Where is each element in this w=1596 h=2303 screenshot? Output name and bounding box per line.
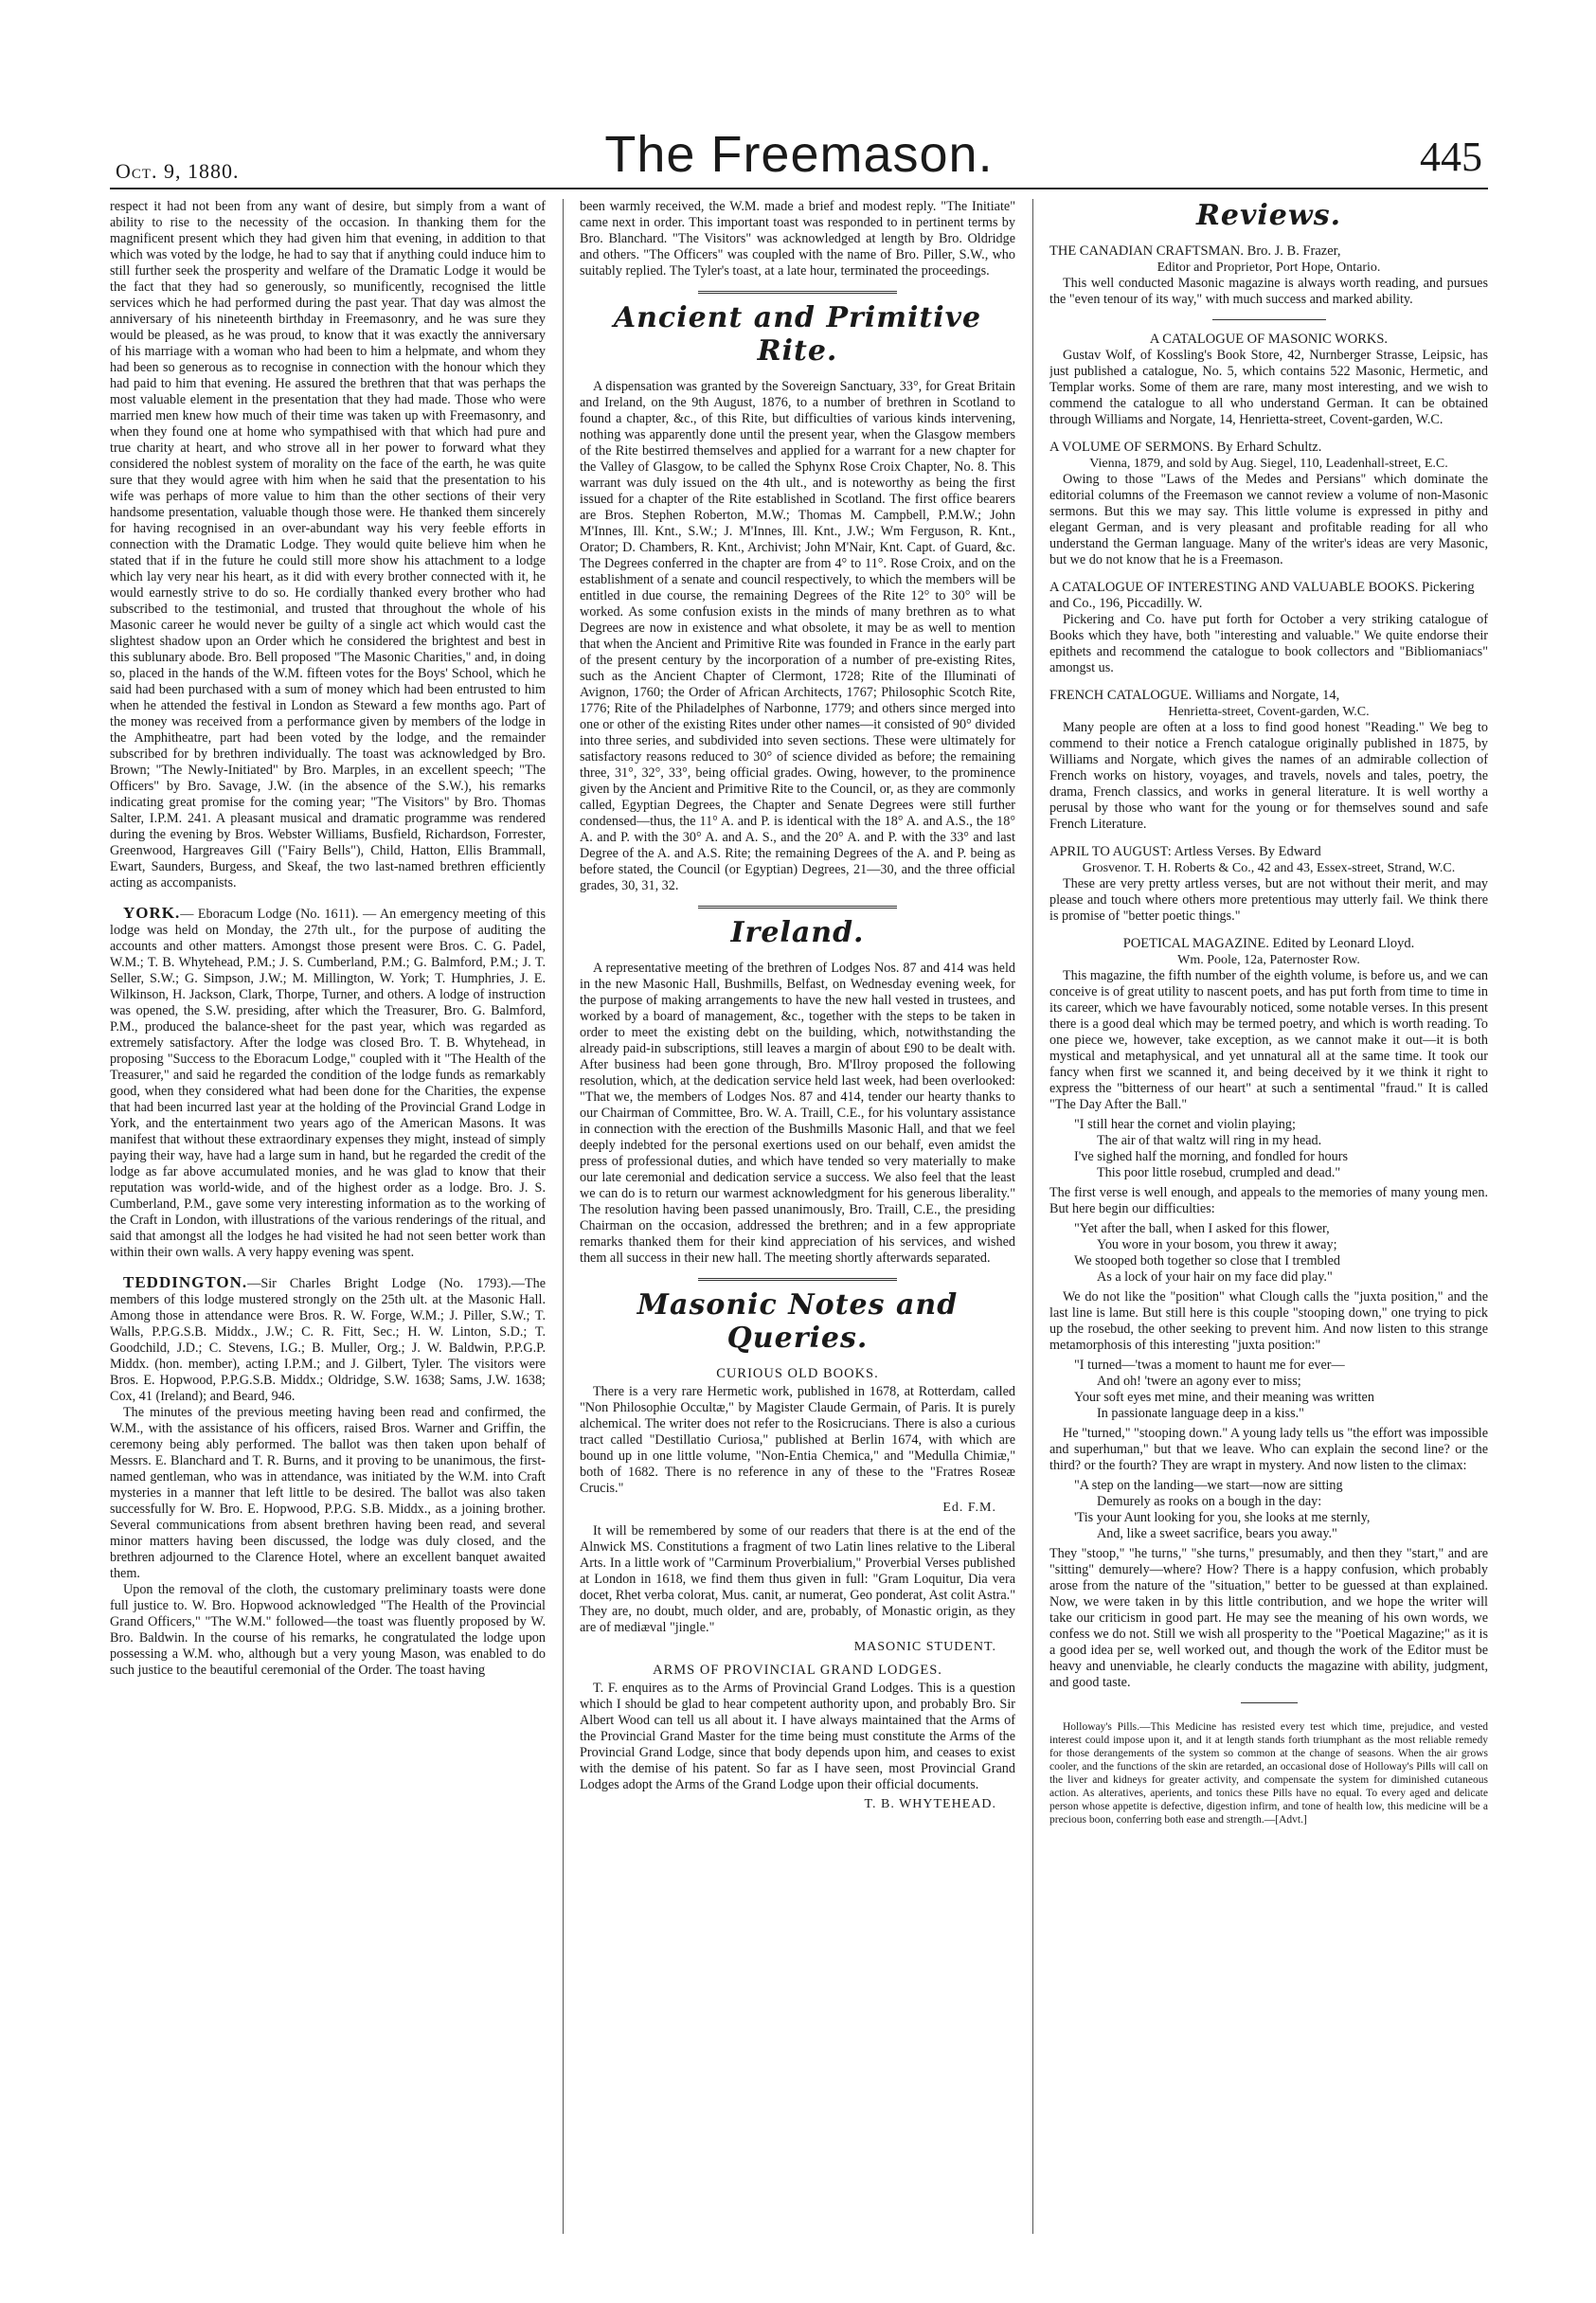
review-body: Pickering and Co. have put forth for October a very striking catalogue of Books which they have, both "interesting and valuable." We quite endorse their epithets and recommend the catalogue to book collectors and "Bibliomaniacs" amongst us. <box>1049 612 1488 675</box>
advert-divider <box>1241 1702 1298 1703</box>
verse-line: Demurely as rooks on a bough in the day: <box>1097 1494 1322 1509</box>
review-body: He "turned," "stooping down." A young lady tells us "the effort was impossible and superhuman," but that we leave. Who can explain the second line? or the third? or the fourth? They are wrapt in mystery. And now listen to the climax: <box>1049 1426 1488 1473</box>
page-number: 445 <box>1420 134 1482 180</box>
verse-block <box>1049 1221 1488 1286</box>
review-title: THE CANADIAN CRAFTSMAN. Bro. J. B. Frazer, <box>1049 243 1341 259</box>
york-body: — Eboracum Lodge (No. 1611). — An emergency meeting of this lodge was held on Monday, the 27th ult., for the purpose of auditing the accounts and other matters. Amongst those present were Bros. C. G. Padel, W.M.; T. B. Whytehead, P.M.; J. S. Cumberland, P.M.; G. Balmford, P.M.; J. T. Seller, S.W.; G. Simpson, J.W.; M. Millington, W. York; T. Humphries, J. E. Wilkinson, H. Jackson, Clark, Thorpe, Turner, and others. A lodge of instruction was opened, the S.W. presiding, after which the Treasurer, Bro. G. Balmford, P.M., produced the balance-sheet for the past year, which was regarded as extremely satisfactory. After the lodge was closed Bro. T. B. Whytehead, in proposing "Success to the Eboracum Lodge," coupled with it "The Health of the Treasurer," and said he regarded the condition of the lodge funds as remarkably good, when they considered what had been done for the Charities, the expense that had been incurred last year at the holding of the Provincial Grand Lodge in York, and the entertainment two years ago of the American Masons. It was manifest that without these extraordinary expenses they might, instead of simply paying their way, have had a large sum in hand, but he regarded the credit of the lodge as far above accumulated monies, and he was glad to know that their reputation was world-wide, and of the highest order as a lodge. Bro. J. S. Cumberland, P.M., gave some very interesting information as to the working of the Craft in London, with illustrations of the various renderings of the ritual, and said that amongst all the lodges he had visited he had not seen better work than within their own walls. A very happy evening was spent. <box>110 907 546 1260</box>
verse-line: We stooped both together so close that I trembled <box>1074 1253 1340 1268</box>
verse-line: You wore in your bosom, you threw it away; <box>1097 1237 1337 1252</box>
verse-line: "A step on the landing—we start—now are sitting <box>1074 1478 1343 1493</box>
york-lead: YORK. <box>123 904 181 922</box>
review-title: A VOLUME OF SERMONS. By Erhard Schultz. <box>1049 440 1322 455</box>
teddington-paragraph: Upon the removal of the cloth, the customary preliminary toasts were done full justice to. W. Bro. Hopwood acknowledged "The Health of the Provincial Grand Officers," "The W.M." followed—the toast was fluently proposed by W. Bro. Baldwin. In the course of his remarks, he congratulated the lodge upon possessing a W.M. who, although but a very young Mason, was enabled to do such justice to the beautiful ceremonial of the Order. The toast having <box>110 1582 546 1678</box>
york-report <box>110 905 546 1261</box>
review-body: This well conducted Masonic magazine is always worth reading, and pursues the "even tenour of its way," with much success and marked ability. <box>1049 276 1488 307</box>
review-subtitle: Grosvenor. T. H. Roberts & Co., 42 and 43, Essex-street, Strand, W.C. <box>1082 861 1456 875</box>
review-subtitle: Wm. Poole, 12a, Paternoster Row. <box>1177 953 1360 967</box>
review-title: APRIL TO AUGUST: Artless Verses. By Edward <box>1049 844 1321 859</box>
review-title: FRENCH CATALOGUE. Williams and Norgate, 14, <box>1049 688 1340 703</box>
teddington-lead: TEDDINGTON. <box>123 1273 248 1291</box>
review-subtitle: Henrietta-street, Covent-garden, W.C. <box>1168 705 1370 719</box>
review-subtitle: Editor and Proprietor, Port Hope, Ontario. <box>1157 261 1381 275</box>
paper-title: The Freemason. <box>604 126 994 183</box>
verse-line: And oh! 'twere an agony ever to miss; <box>1097 1374 1301 1389</box>
curious-books-text: It will be remembered by some of our readers that there is at the end of the Alnwick MS. Constitutions a fragment of two Latin lines relative to the Liberal Arts. In a little work of "Carminum Proverbialium," Proverbial Verses published at London in 1618, we find them thus given in full: "Gram Loquitur, Dia vera docet, Rhet verba colorat, Mus. canit, ar numerat, Geo ponderat, Ast colit Astra." They are, no doubt, much older, and are, probably, of Monastic origin, as they are of mediæval "jingle." <box>580 1523 1015 1635</box>
holloway-advert: Holloway's Pills.—This Medicine has resisted every test which time, prejudice, and vested interest could impose upon it, and it at length stands forth triumphant as the most reliable remedy for those derangements of the system so common at the change of seasons. When the air grows cooler, and the functions of the skin are retarded, an occasional dose of Holloway's Pills will call on the liver and kidneys for greater activity, and compensate the system for diminished cutaneous action. As alteratives, aperients, and tonics these Pills have no equal. To every aged and delicate person whose appetite is defective, digestion infirm, and tone of health low, this medicine will be a precious boon, conferring both ease and strength.—[Advt.] <box>1049 1721 1488 1826</box>
ireland-article: A representative meeting of the brethren of Lodges Nos. 87 and 414 was held in the new Masonic Hall, Bushmills, Belfast, on Wednesday evening week, for the purpose of making arrangements to have the new hall vested in trustees, and worked by a board of management, &c., together with the steps to be taken in order to meet the existing debt on the building, which, notwithstanding the already paid-in subscriptions, still leaves a margin of about £90 to be dealt with. After business had been gone through, Bro. M'Ilroy proposed the following resolution, which, at the dedication service held last week, had been overlooked: "That we, the members of Lodges Nos. 87 and 414, tender our hearty thanks to our Chairman of Committee, Bro. W. A. Traill, C.E., for his voluntary assistance in connection with the erection of the Bushmills Masonic Hall, and that we feel deeply indebted for the personal exertions used on our behalf, even amidst the press of professional duties, and which have tended so very materially to make our late ceremonial and dedication service a success. We also feel that the least we can do is to return our warmest acknowledgment for his generous liberality." The resolution having been passed unanimously, Bro. Traill, C.E., the presiding Chairman on the occasion, addressed the brethren; and in a few appropriate remarks thanked them for their kind appreciation of his services, and wished them all success in their new hall. The meeting shortly afterwards separated. <box>580 961 1015 1266</box>
verse-block <box>1049 1478 1488 1542</box>
review-title: A CATALOGUE OF INTERESTING AND VALUABLE BOOKS. Pickering and Co., 196, Piccadilly. W. <box>1049 580 1475 611</box>
curious-books-text: There is a very rare Hermetic work, published in 1678, at Rotterdam, called "Non Philosophie Occultæ," by Magister Claude Germain, of Paris. It is purely alchemical. The writer does not refer to the Rosicrucians. There is also a curious tract called "Destillatio Curiosa," published at Berlin 1674, with which are bound up in one little volume, "Non-Entia Chemica," and "Medulla Chimiæ," both of 1682. There is no reference in any of these to the "Fratres Roseæ Crucis." <box>580 1384 1015 1496</box>
signature: MASONIC STUDENT. <box>853 1640 996 1654</box>
review-subtitle: Vienna, 1879, and sold by Aug. Siegel, 110, Leadenhall-street, E.C. <box>1089 457 1448 471</box>
column-1 <box>110 199 546 2234</box>
review-body: The first verse is well enough, and appeals to the memories of many young men. But here begin our difficulties: <box>1049 1185 1488 1216</box>
signature: Ed. F.M. <box>942 1501 996 1515</box>
verse-line: And, like a sweet sacrifice, bears you away." <box>1097 1526 1337 1541</box>
masthead <box>110 121 1488 189</box>
section-heading-notes-queries: Masonic Notes and Queries. <box>637 1288 959 1355</box>
column-rule <box>563 199 564 2234</box>
teddington-paragraph: The minutes of the previous meeting having been read and confirmed, the W.M., with the assistance of his officers, raised Bros. Warner and Griffin, the ceremony being ably performed. The ballot was then taken upon behalf of Messrs. E. Blanchard and T. R. Burns, and it proving to be unanimous, the first-named gentleman, who was in attendance, was initiated by the W.M. into Craft mysteries in a manner that left little to be desired. The ballot was also taken successfully for W. Bro. E. Hopwood, P.P.G. S.B. Middx., as a joining brother. Several communications from absent brethren having been read, and several minor matters having been discussed, the lodge was duly closed, and the brethren adjourned to the Clarence Hotel, where an excellent banquet awaited them. <box>110 1405 546 1581</box>
review-body: We do not like the "position" what Clough calls the "juxta position," and the last line is lame. But still here is this couple "stooping down," one trying to pick up the rosebud, the other seeking to prevent him. And now listen to this strange metamorphosis of this interesting "juxta position:" <box>1049 1289 1488 1353</box>
arms-text: T. F. enquires as to the Arms of Provincial Grand Lodges. This is a question which I should be glad to hear competent authority upon, and probably Bro. Sir Albert Wood can tell us all about it. I have always maintained that the Arms of the Provincial Grand Master for the time being must constitute the Arms of the Provincial Grand Lodge, since that body depends upon him, and ceases to exist with the demise of his patent. So far as I have seen, most Provincial Grand Lodges adopt the Arms of the Grand Lodge upon their official documents. <box>580 1681 1015 1792</box>
verse-line: In passionate language deep in a kiss." <box>1097 1406 1304 1421</box>
review-body: These are very pretty artless verses, but are not without their merit, and may please and touch where others more pretentious may utterly fail. We think there is promise of "better poetic things." <box>1049 876 1488 924</box>
column-2 <box>580 199 1015 2234</box>
review-body: Gustav Wolf, of Kossling's Book Store, 42, Nurnberger Strasse, Leipsic, has just published a catalogue, No. 5, which contains 522 Masonic, Hermetic, and Templar works. Some of them are rare, many most interesting, and we wish to commend the catalogue to all who understand German. It can be obtained through Williams and Norgate, 14, Henrietta-street, Covent-garden, W.C. <box>1049 348 1488 427</box>
verse-line: Your soft eyes met mine, and their meaning was written <box>1074 1390 1374 1405</box>
review-title: POETICAL MAGAZINE. Edited by Leonard Lloyd. <box>1122 936 1415 951</box>
section-divider <box>698 1278 897 1281</box>
signature: T. B. WHYTEHEAD. <box>864 1797 996 1811</box>
section-heading-ancient-rite: Ancient and Primitive Rite. <box>613 301 982 368</box>
teddington-body: —Sir Charles Bright Lodge (No. 1793).—The members of this lodge mustered strongly on the 25th ult. at the Masonic Hall. Among those in attendance were Bros. R. W. Forge, W.M.; J. Piller, S.W.; T. Walls, P.P.G.S.B. Middx., J.W.; C. R. Fitt, Sec.; H. W. Linton, S.D.; T. Goodchild, J.D.; C. Stevens, I.G.; B. Muller, Org.; J. W. Baldwin, P.P.G.P. Middx. (hon. member), acting I.P.M.; and J. Gilbert, Tyler. The visitors were Bros. E. Hopwood, P.P.G.S.B. Middx.; Oldridge, S.W. 1638; Sams, J.W. 1638; Cox, 41 (Ireland); and Beard, 946. <box>110 1276 546 1404</box>
issue-date: Oct. 9, 1880. <box>116 159 240 183</box>
review-body: This magazine, the fifth number of the eighth volume, is before us, and we can conceive is of great utility to nascent poets, and has put forth from time to time in its career, which we have favourably noticed, some notable verses. In this present there is a good deal which may be termed poetry, and which is worth reading. To one piece we, however, take exception, as we cannot make it out—it is both mystical and metaphysical, and yet unnatural all at the same time. It took our fancy when first we scanned it, and being deceived by it we think it right to express the "bitterness of our heart" at such a sentimental "fraud." It is called "The Day After the Ball." <box>1049 968 1488 1112</box>
columns <box>110 199 1488 2234</box>
verse-line: The air of that waltz will ring in my head. <box>1097 1133 1322 1148</box>
verse-line: This poor little rosebud, crumpled and dead." <box>1097 1165 1341 1180</box>
review-body: Many people are often at a loss to find good honest "Reading." We beg to commend to their notice a French catalogue originally published in 1875, by Williams and Norgate, which gives the names of an admirable collection of French works on history, voyages, and travels, novels and tales, poetry, the drama, French classics, and works in general literature. It is well worthy a perusal by those who want for the young or for themselves sound and safe French Literature. <box>1049 720 1488 832</box>
section-divider <box>698 291 897 294</box>
dramatic-lodge-end: been warmly received, the W.M. made a brief and modest reply. "The Initiate" came next in order. This important toast was responded to in pertinent terms by Bro. Blanchard. "The Visitors" was acknowledged at length by Bro. Oldridge and others. "The Officers" was coupled with the name of Bro. Piller, S.W., who suitably replied. The Tyler's toast, at a late hour, terminated the proceedings. <box>580 199 1015 279</box>
review-title: A CATALOGUE OF MASONIC WORKS. <box>1149 332 1389 347</box>
subheading-curious-books: CURIOUS OLD BOOKS. <box>716 1366 879 1381</box>
ancient-rite-article: A dispensation was granted by the Sovereign Sanctuary, 33°, for Great Britain and Ireland, on the 9th August, 1876, to a number of brethren in Scotland to found a chapter, &c., of this Rite, but difficulties of various kinds intervening, nothing was apparently done until the present year, when the Glasgow members of the Rite bestirred themselves and applied for a warrant for a new chapter for the Valley of Glasgow, to be called the Sphynx Rose Croix Chapter, No. 8. This warrant was duly issued on the 4th ult., and is noteworthy as being the first issued for a chapter of the Rite established in Scotland. The first office bearers are Bros. Stephen Roberton, M.W.; Thomas M. Campbell, P.M.W.; John M'Innes, Ill. Knt., S.W.; J. M'Innes, Ill. Knt., J.W.; Wm Ferguson, R. Knt., Orator; D. Chambers, R. Knt., Archivist; John M'Nair, Knt. Capt. of Guard, &c. The Degrees conferred in the chapter are from 4° to 11°. Rose Croix, and on the establishment of a senate and council respectively, to which the members will be entitled in due course, the remaining Degrees of the Rite 12° to 30° will be worked. As some confusion exists in the minds of many brethren as to what Degrees are now in existence and what obsolete, it may be as well to mention that when the Ancient and Primitive Rite was founded in France in the early part of the present century by the incorporation of a number of pre-existing Rites, such as the Ancient Chapter of Clermont, 1728; Rite of the Illuminati of Avignon, 1760; the Order of African Architects, 1767; Philosophic Scotch Rite, 1776; Rite of the Philadelphes of Narbonne, 1779; and others since merged into one or other of the existing Rites under other names—it consisted of 90° divided into three series, and subdivided into seven sections. These were ultimately for satisfactory reasons reduced to 30° of science divided as before; the remaining three, 31°, 32°, 33°, being official grades. Owing, however, to the prominence given by the Ancient and Primitive Rite to the Council, or, as they are commonly called, Egyptian Degrees, the Chapter and Senate Degrees were still further condensed—thus, the 11° A. and P. is identical with the 18° A. and A.S., the 18° A. and P. with the 30° A. and A. S., and the 20° A. and P. with the 33° and last Degree of the A. and A.S. Rite; the remaining Degrees of the A. and P. being as before stated, the Council (or Egyptian) Degrees, 21—30, and the three official grades, 30, 31, 32. <box>580 379 1015 893</box>
verse-block <box>1049 1358 1488 1422</box>
verse-line: As a lock of your hair on my face did play." <box>1097 1269 1333 1285</box>
review-body: Owing to those "Laws of the Medes and Persians" which dominate the editorial columns of the Freemason we cannot review a volume of non-Masonic sermons. But this we may say. This little volume is expressed in pithy and elegant German, and is very pleasant and profitable reading for all who understand the German language. Many of the writer's ideas are very Masonic, but we do not know that he is a Freemason. <box>1049 472 1488 567</box>
verse-block <box>1049 1117 1488 1181</box>
verse-line: 'Tis your Aunt looking for you, she looks at me sternly, <box>1074 1510 1371 1525</box>
column-rule <box>1032 199 1033 2234</box>
verse-line: "I turned—'twas a moment to haunt me for ever— <box>1074 1358 1345 1373</box>
subheading-arms: ARMS OF PROVINCIAL GRAND LODGES. <box>653 1663 942 1678</box>
review-body: They "stoop," "he turns," "she turns," presumably, and then they "start," and are "sitting" demurely—where? How? There is a happy confusion, which probably arose from the nature of the "situation," better to be guessed at than explained. Now, we were taken in by this little contribution, and we hope the writer will take our criticism in good part. He may see the meaning of his own words, we confess we do not. Still we wish all prosperity to the "Poetical Magazine;" as it is a good idea per se, well worked out, and though the work of the Editor must be heavy and unenviable, he clearly conducts the magazine with ability, judgment, and good taste. <box>1049 1546 1488 1690</box>
section-heading-reviews: Reviews. <box>1195 199 1342 232</box>
teddington-report <box>110 1274 546 1405</box>
section-heading-ireland: Ireland. <box>730 916 865 949</box>
newspaper-page <box>110 121 1488 2234</box>
review-divider <box>1212 319 1326 320</box>
verse-line: I've sighed half the morning, and fondled for hours <box>1074 1149 1348 1164</box>
column-3 <box>1049 199 1488 2234</box>
verse-line: "Yet after the ball, when I asked for this flower, <box>1074 1221 1330 1236</box>
dramatic-lodge-continued: respect it had not been from any want of desire, but simply from a want of ability to rise to the necessity of the occasion. In thanking them for the magnificent present which they had given him that evening, in addition to that which was voted by the lodge, he had to say that if anything could induce him to still further seek the prosperity and welfare of the Dramatic Lodge it would be the fact that they had so generously, so munificently, recognised the little services which he had performed during the past year. That day was almost the anniversary of his nineteenth birthday in Freemasonry, and he was sure they would be pleased, as he was proud, to know that it was exactly the anniversary of his marriage with a woman who had been to him a helpmate, and whom they had been so generous as to recognise in connection with the honour which they had paid to him that evening. He assured the brethren that that was perhaps the most valuable element in the presentation that they had made. Those who were married men knew how much of their time was taken up with Freemasonry, and when they found one at home who sympathised with that which had pure and true charity at heart, and who strove all in her power to forward what they considered the noblest system of morality on the face of the earth, he was quite sure that they would agree with him when he said that the presentation to his wife was perhaps of more value to him than the other sections of their very handsome presentation, valuable though those were. He thanked them sincerely for having recognised in an over-abundant way his very feeble efforts in connection with the Dramatic Lodge. They would quite believe him when he stated that if in the future he could still more show his attachment to a lodge which lay very near his heart, as it did with every brother connected with it, he would earnestly strive to do so. He cordially thanked every brother who had subscribed to the testimonial, and trusted that throughout the whole of his Masonic career he would never be guilty of a single act which would cast the slightest shadow upon an Order which he considered the brightest and best in this sublunary abode. Bro. Bell proposed "The Masonic Charities," and, in doing so, placed in the hands of the W.M. fifteen votes for the Boys' School, which he said had been purchased with a sum of money which had been entrusted to him when he attended the festival in London as Steward a few months ago. Part of the money was received from a performance given by members of the lodge in the Amphitheatre, part had been voted by the lodge, and the remainder subscribed for by brethren individually. The toast was acknowledged by Bro. Brown; "The Newly-Initiated" by Bro. Marples, in an excellent speech; "The Officers" by Bro. Savage, J.W. (in the absence of the S.W.), his remarks indicating great promise for the coming year; "The Visitors" by Bro. Thomas Salter, I.P.M. 241. A pleasant musical and dramatic programme was rendered during the evening by Bros. Webster Williams, Busfield, Richardson, Forrester, Greenwood, Hargreaves Gill ("Fairy Bells"), Child, Hatton, Ellis Brammall, Ewart, Saunders, Burgess, and Skeaf, the two last-named brethren efficiently acting as accompanists. <box>110 199 546 891</box>
verse-line: "I still hear the cornet and violin playing; <box>1074 1117 1296 1132</box>
section-divider <box>698 906 897 909</box>
